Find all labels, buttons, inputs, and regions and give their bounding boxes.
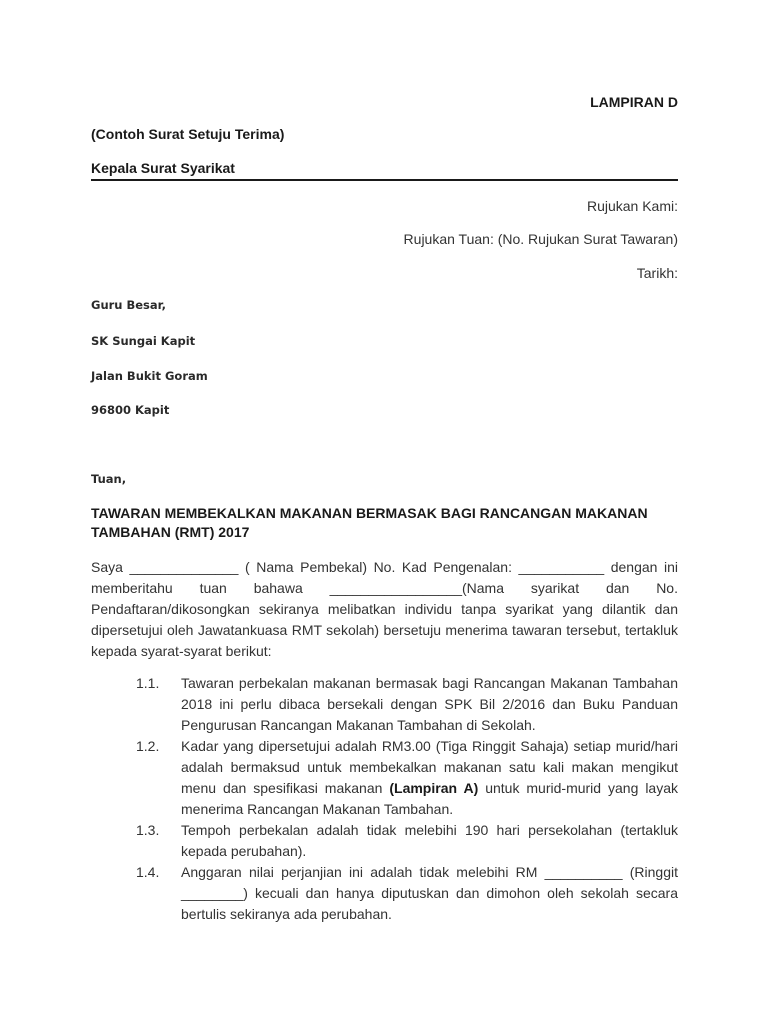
condition-number: 1.4. [136, 864, 160, 880]
condition-number: 1.3. [136, 822, 160, 838]
conditions-list [91, 673, 678, 925]
recipient-school: SK Sungai Kapit [91, 334, 196, 348]
condition-text: Anggaran nilai perjanjian ini adalah tidak melebihi RM __________ (Ringgit ________) kecuali dan hanya diputuskan dan dimohon oleh sekolah secara bertulis sekiranya ada perubahan. [181, 864, 678, 922]
condition-number: 1.1. [136, 675, 160, 691]
sample-letter-caption: (Contoh Surat Setuju Terima) [91, 126, 285, 142]
appendix-reference: (Lampiran A) [389, 780, 479, 796]
recipient-title: Guru Besar, [91, 298, 167, 312]
recipient-postcode-city: 96800 Kapit [91, 403, 170, 417]
date-field: Tarikh: [636, 265, 678, 281]
condition-text: Tawaran perbekalan makanan bermasak bagi Rancangan Makanan Tambahan 2018 ini perlu dibaca bersekali dengan SPK Bil 2/2016 dan Buku Panduan Pengurusan Rancangan Makanan Tambahan di Sekolah. [181, 675, 678, 733]
appendix-label: LAMPIRAN D [590, 94, 678, 110]
recipient-street: Jalan Bukit Goram [91, 369, 208, 383]
letter-body-paragraph: Saya ______________ ( Nama Pembekal) No. Kad Pengenalan: ___________ dengan ini memberitahu tuan bahawa _________________(Nama syarikat dan No. Pendaftaran/dikosongkan sekiranya melibatkan individu tanpa syarikat yang dilantik dan dipersetujui oleh Jawatankuasa RMT sekolah) bersetuju menerima tawaran tersebut, tertakluk kepada syarat-syarat berikut: [91, 559, 678, 659]
letterhead-placeholder: Kepala Surat Syarikat [91, 160, 678, 181]
condition-text: Tempoh perbekalan adalah tidak melebihi 190 hari persekolahan (tertakluk kepada perubahan). [181, 822, 678, 859]
your-reference: Rujukan Tuan: (No. Rujukan Surat Tawaran) [403, 231, 678, 247]
condition-item [91, 736, 678, 820]
letter-page [91, 0, 678, 1024]
salutation: Tuan, [91, 472, 127, 486]
letter-subject: TAWARAN MEMBEKALKAN MAKANAN BERMASAK BAGI RANCANGAN MAKANAN TAMBAHAN (RMT) 2017 [91, 505, 648, 540]
condition-text: Kadar yang dipersetujui adalah RM3.00 (Tiga Ringgit Sahaja) setiap murid/hari adalah bermaksud untuk membekalkan makanan satu kali makan mengikut menu dan spesifikasi makanan [181, 738, 678, 796]
condition-text-continued: untuk murid-murid yang layak menerima Rancangan Makanan Tambahan. [181, 780, 679, 817]
condition-number: 1.2. [136, 738, 160, 754]
condition-item [91, 673, 678, 736]
condition-item [91, 820, 678, 862]
our-reference: Rujukan Kami: [586, 198, 678, 214]
condition-item [91, 862, 678, 925]
